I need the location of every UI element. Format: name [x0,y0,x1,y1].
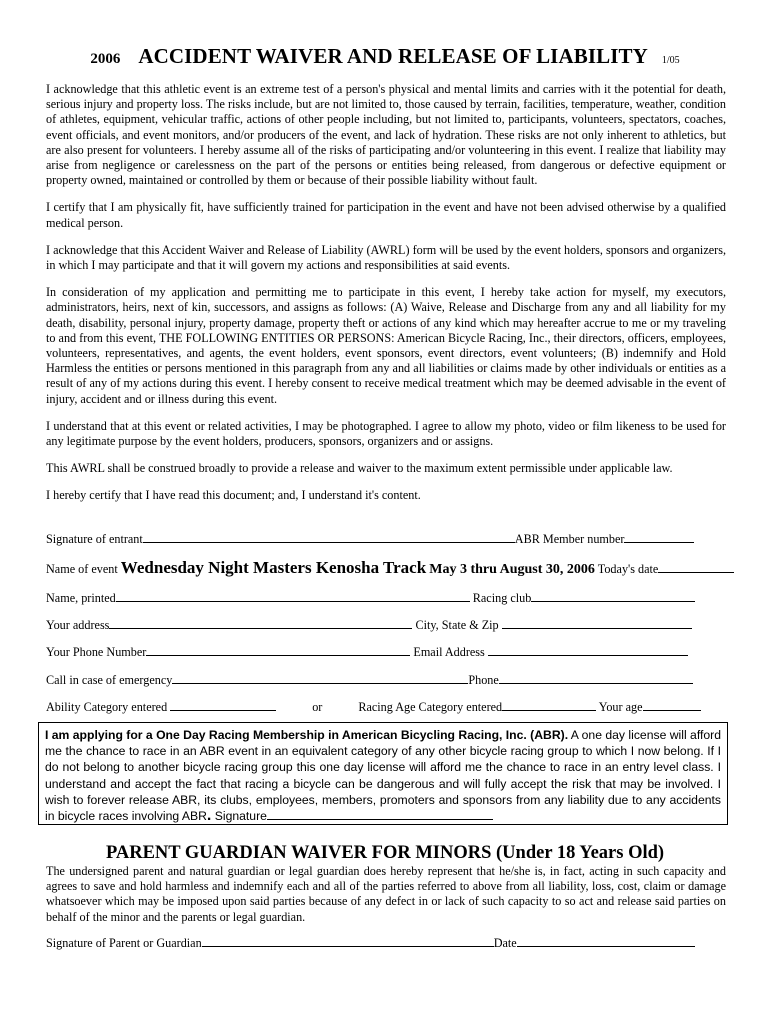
document-version: 1/05 [661,55,680,66]
release-paragraph: In consideration of my application and permitting me to participate in this event, I hereby take action for myself, my executors, administrators, heirs, next of kin, successors, and assigns as follows: (A) Waive, Release and Discharge from any and all liability for my death, disability, personal injury, property damage, property theft or actions of any kind which may hereafter accrue to me or my traveling to and from this event, THE FOLLOWING ENTITIES OR PERSONS: American Bicycle Racing, Inc., their directors, officers, employees, volunteers, representatives, and agents, the event holders, event sponsors, event directors, event volunteers; (B) indemnify and Hold Harmless the entities or persons mentioned in this paragraph from any and all liabilities or claims made by other individuals or entities as a result of any of my actions during this event. I hereby consent to receive medical treatment which may be deemed advisable in the event of injury, accident and or illness during this event. [46,285,726,406]
emergency-label: Call in case of emergency [46,673,173,687]
racing-age-category-field[interactable] [502,699,596,711]
signature-row [46,531,726,547]
parent-signature-field[interactable] [202,935,494,947]
parent-waiver-title: PARENT GUARDIAN WAIVER FOR MINORS (Under 18 Years Old) [105,843,665,863]
construed-paragraph: This AWRL shall be construed broadly to provide a release and waiver to the maximum extent permissible under applicable law. [46,461,673,476]
abr-signature-label: Signature [214,809,267,824]
signature-label: Signature of entrant [46,532,143,546]
ability-category-field[interactable] [170,699,276,711]
email-field[interactable] [488,644,688,656]
emergency-phone-field[interactable] [499,672,693,684]
document-year: 2006 [90,51,121,67]
event-dates: May 3 thru August 30, 2006 [429,562,595,577]
abr-membership-box: I am applying for a One Day Racing Membership in American Bicycling Racing, Inc. (ABR). A one day license will afford me the chance to race in an ABR event in an equivalent category of any other bicycle racing group to which I now belong. If I do not belong to another bicycle racing group this one day license will afford me the chance to race in an entry level class. I understand and accept the fact that racing a bicycle can be dangerous and will fully accept the risk that may be involved. I wish to forever release ABR, its clubs, employees, members, promoters and sponsors from any liability due to any accidents in bicycle races involving ABR. Signature [38,722,728,825]
phone-field[interactable] [146,644,410,656]
parent-signature-label: Signature of Parent or Guardian [46,936,202,950]
fitness-paragraph: I certify that I am physically fit, have sufficiently trained for participation in the event and have not been advised otherwise by a qualified medical person. [46,200,726,230]
event-label: Name of event [46,562,118,576]
age-field[interactable] [643,699,701,711]
racing-club-field[interactable] [531,590,695,602]
abr-membership-heading: I am applying for a One Day Racing Membership in American Bicycling Racing, Inc. (ABR). [45,728,569,742]
document-header [0,44,770,69]
age-label: Your age [598,700,643,714]
name-row [46,590,726,606]
parent-date-field[interactable] [517,935,695,947]
event-row [46,560,726,577]
racing-age-category-label: Racing Age Category entered [358,700,503,714]
signature-field[interactable] [143,531,515,543]
name-field[interactable] [116,590,470,602]
contact-row [46,644,726,660]
category-row [46,699,726,715]
photo-paragraph: I understand that at this event or related activities, I may be photographed. I agree to allow my photo, video or film likeness to be used for any legitimate purpose by the event holders, producers, sponsors, organizers and or assigns. [46,418,726,449]
address-field[interactable] [109,617,412,629]
emergency-phone-label: Phone [468,673,499,687]
name-label: Name, printed [46,591,116,605]
parent-signature-row [46,935,726,951]
event-name: Wednesday Night Masters Kenosha Track [120,558,427,577]
abr-member-label: ABR Member number [514,532,625,546]
emergency-row [46,672,726,688]
email-label: Email Address [413,645,485,659]
city-field[interactable] [502,617,692,629]
emergency-field[interactable] [172,672,468,684]
awrl-usage-paragraph: I acknowledge that this Accident Waiver and Release of Liability (AWRL) form will be used by the event holders, sponsors and organizers, in which I may participate and that it will govern my actions and responsibilities at said events. [46,242,726,273]
parent-waiver-body: The undersigned parent and natural guardian or legal guardian does hereby represent that he/she is, in fact, acting in such capacity and agrees to save and hold harmless and indemnify each and all of the parties referred to above from all liability, loss, cost, claim or damage whatsoever which may be imposed upon said parties because of any defect in or lack of such capacity to so act and release said parties on behalf of the minor and the parents or legal guardian. [46,864,726,924]
document-title: ACCIDENT WAIVER AND RELEASE OF LIABILITY [138,44,648,68]
address-label: Your address [46,618,110,632]
risk-paragraph: I acknowledge that this athletic event is an extreme test of a person's physical and mental limits and carries with it the potential for death, serious injury and property loss. The risks include, but are not limited to, those caused by terrain, facilities, temperature, weather, condition of athletes, equipment, vehicular traffic, actions of other people including, but not limited to, participants, volunteers, spectators, coaches, event officials, and event monitors, and/or producers of the event, and lack of hydration. These risks are not only inherent to athletics, but are also present for volunteers. I hereby assume all of the risks of participating and/or volunteering in this event. I realize that liability may arise from negligence or carelessness on the part of the persons or entities being released, from dangerous or defective equipment or property owned, maintained or controlled by them or because of their possible liability without fault. [46,82,726,188]
abr-member-field[interactable] [624,531,694,543]
certify-paragraph: I hereby certify that I have read this document; and, I understand it's content. [46,488,421,503]
abr-signature-field[interactable] [267,808,493,820]
todays-date-label: Today's date [597,562,659,576]
ability-category-label: Ability Category entered [46,700,168,714]
abr-membership-text: A one day license will afford me the chance to race in an ABR event in an equivalent category of any other bicycle racing group to which I now belong. If I do not belong to another bicycle racing group this one day license will afford me the chance to race in an entry level class. I understand and accept the fact that racing a bicycle can be dangerous and will fully accept the risk that may be involved. I wish to forever release ABR, its clubs, employees, members, promoters and sponsors from any liability due to any accidents in bicycle races involving ABR [45,728,722,824]
racing-club-label: Racing club [472,591,532,605]
address-row [46,617,726,633]
city-label: City, State & Zip [415,618,499,632]
or-label: or [312,700,323,714]
todays-date-field[interactable] [658,561,734,573]
waiver-body [46,82,726,516]
phone-label: Your Phone Number [46,645,147,659]
parent-date-label: Date [493,936,517,950]
